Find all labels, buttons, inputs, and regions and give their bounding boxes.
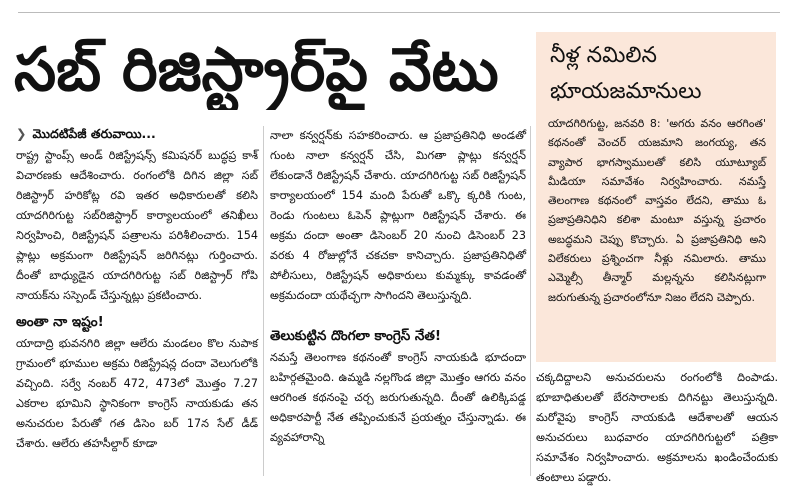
sidebar-title-line2: భూయజమానులు bbox=[550, 79, 702, 104]
continued-kicker bbox=[16, 126, 156, 145]
column-2-para-1 bbox=[270, 126, 526, 306]
column-1-text-2: యాదాద్రి భువనగిరి జిల్లా ఆలేరు మండలం కొల నుపాక గ్రామంలో భూముల అక్రమ రిజిస్ట్రేషన్ల దందా వెలుగులోకి వచ్చింది. సర్వే నంబర్ 472, 473లో మొత్తం 7.27 ఎకరాల భూమిని స్థానికంగా కాంగ్రెస్ నాయకుడు తన అనుచరుల పేరుతో గత డిసెం బర్ 17న సేల్ డీడ్ చేశారు. ఆలేరు తహసీల్దార్ కూడా bbox=[16, 337, 258, 450]
sidebar-body: యాదగిరిగుట్ట, జనవరి 8: 'అగరు వనం ఆరగింత' కథనంతో వెంచర్ యజమాని జంగయ్య, తన వ్యాపార భాగస్వాములతో కలిసి యూట్యూబ్ మీడియా సమావేశం నిర్వహించారు. నమస్తే తెలంగాణ కథనంలో వాస్తవం లేదని, తాము ఓ ప్రజాప్రతినిధిని కలిశా మంటూ వస్తున్న ప్రచారం అబద్ధమని చెప్పు కొచ్చారు. ఏ ప్రజాప్రతినిధి అని విలేకరులు ప్రశ్నించగా నీళ్లు నమిలారు. తాము ఎమ్మెల్సీ తీన్మార్ మల్లన్నను కలిసినట్లుగా జరుగుతున్న ప్రచారంలోనూ నిజం లేదని చెప్పారు. bbox=[548, 117, 766, 304]
column-2-text-2: నమస్తే తెలంగాణ కథనంతో కాంగ్రెస్ నాయకుడి భూదందా బహిర్గతమైంది. ఉమ్మడి నల్లగొండ జిల్లా మొత్తం ఆగరు వనం ఆరగింత కథనంపై చర్చ జరుగుతున్నది. దీంతో ఉలిక్కిపడ్డ అధికారపార్టీ నేత తప్పించుకునే ప్రయత్నం చేస్తున్నాడు. ఈ వ్యవహారాన్ని bbox=[270, 351, 526, 444]
top-rule bbox=[18, 12, 780, 13]
chevron-right-icon: ❯ bbox=[16, 126, 27, 141]
column-divider-2 bbox=[530, 126, 531, 476]
sidebar-title bbox=[550, 38, 770, 110]
column-divider-1 bbox=[263, 126, 264, 476]
column-2-subhead: తెలుకుట్టిన దొంగలా కాంగ్రెస్ నేత! bbox=[270, 328, 442, 344]
column-1-para-1 bbox=[16, 146, 258, 306]
sidebar-box bbox=[536, 32, 776, 362]
column-2-text-1: నాలా కన్వర్షన్‌కు సహకరించారు. ఆ ప్రజాప్రతినిధి అండతో గుంట నాలా కన్వర్షన్ చేసి, మిగతా ప్లాట్లు కన్వర్షన్ లేకుండానే రిజిస్ట్రేషన్ చేశారు. యాదగిరిగుట్ట సబ్ రిజిస్ట్రేషన్ కార్యాలయంలో 154 మంది పేరుతో ఒక్కొ క్కరికి గుంట, రెండు గుంటలు ఓపెన్ ప్లాట్లుగా రిజిస్ట్రేషన్ చేశారు. ఈ అక్రమ దందా అంతా డిసెంబర్ 20 నుంచి డిసెంబర్ 23 వరకు 4 రోజుల్లోనే చకచకా కానిచ్చారు. ప్రజాప్రతినిధితో పోలీసులు, రిజిస్ట్రేషన్ అధికారులు కుమ్మక్కు కావడంతో అక్రమదందా యథేచ్ఛగా సాగిందని తెలుస్తున్నది. bbox=[270, 129, 526, 302]
column-1-subhead: అంతా నా ఇష్టం! bbox=[16, 314, 104, 330]
column-2-para-2 bbox=[270, 348, 526, 448]
column-3-text-1: చక్కదిద్దాలని అనుచరులను రంగంలోకి దింపాడు. భూబాధితులతో బేరసారాలకు దిగినట్టు తెలుస్తున్నది. మరోవైపు కాంగ్రెస్ నాయకుడి ఆదేశాలతో ఆయన అనుచరులు బుధవారం యాదగిరిగుట్టలో పత్రికా సమావేశం నిర్వహించారు. అక్రమాలను ఖండించేందుకు తంటాలు పడ్డారు. bbox=[536, 371, 778, 484]
column-1-para-2 bbox=[16, 334, 258, 454]
headline: సబ్ రిజిస్ట్రార్‌పై వేటు bbox=[14, 35, 499, 105]
column-3-para-1 bbox=[536, 368, 778, 488]
sidebar-title-line1: నీళ్ల నమిలిన bbox=[550, 43, 657, 68]
column-1-text-1: రాష్ట్ర స్టాంప్స్ అండ్ రిజిస్ట్రేషన్స్ కమిషనర్ బుద్ధప్ర కాశ్ విచారణకు ఆదేశించారు. రంగంలోకి దిగిన జిల్లా సబ్ రిజిస్ట్రార్ హరికోట్ల రవి ఇతర అధికారులతో కలిసి యాదగిరిగుట్ట సబ్‌రిజిస్ట్రార్ కార్యాలయంలో తనిఖీలు నిర్వహించి, రిజిస్ట్రేషన్ పత్రాలను పరిశీలించారు. 154 ప్లాట్లు అక్రమంగా రిజిస్ట్రేషన్ జరిగినట్లు గుర్తించారు. దీంతో బాధ్యుడైన యాదగిరిగుట్ట సబ్ రిజిస్ట్రార్ గోపి నాయక్‌ను సస్పెండ్ చేస్తున్నట్లు ప్రకటించారు. bbox=[16, 149, 258, 302]
kicker-text: మొదటిపేజీ తరువాయి... bbox=[32, 126, 156, 141]
